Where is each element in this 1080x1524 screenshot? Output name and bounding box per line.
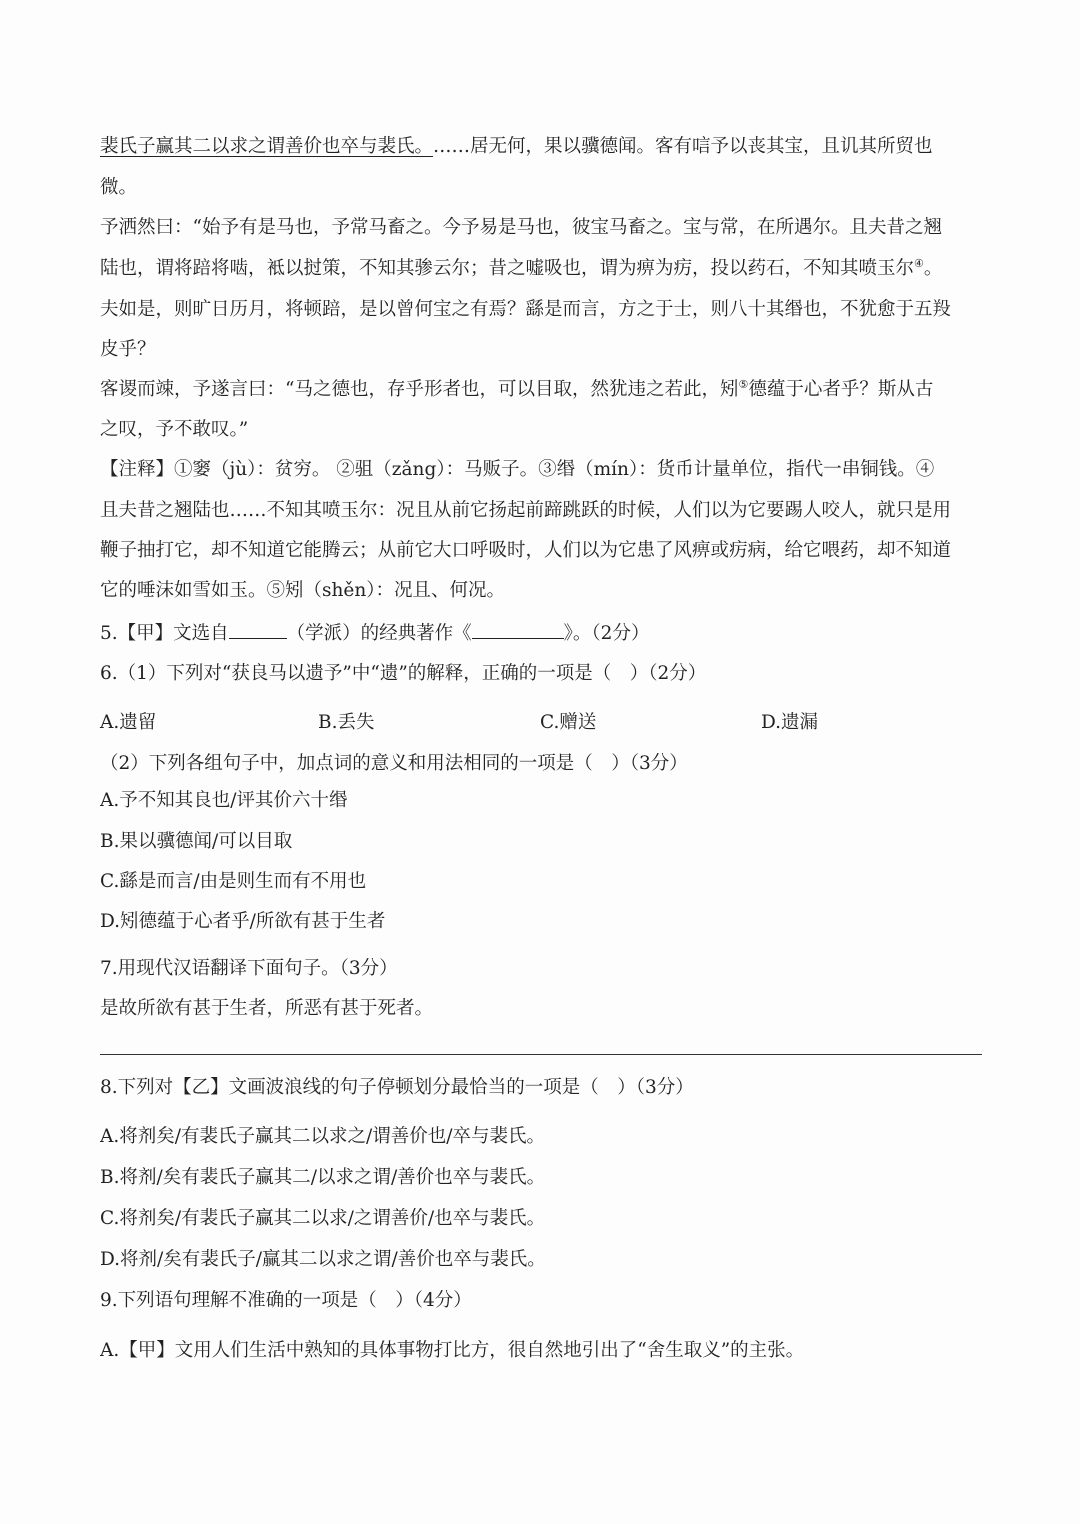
passage-line-2: 微。: [100, 177, 138, 198]
passage-line-8: 之叹，予不敢叹。”: [100, 419, 249, 440]
dotted-phrase: [451, 1077, 507, 1098]
passage-line-1: 裴氏子赢其二以求之谓善价也卒与裴氏。……居无何，果以骥德闻。客有唁予以丧其宝，且讥其所贸也: [100, 136, 933, 157]
q6-option-d[interactable]: D.遗漏: [761, 712, 819, 733]
dotted-char: 最: [451, 1075, 470, 1101]
q8-option-c[interactable]: C.将剂矣/有裴氏子赢其二以求/之谓善价/也卒与裴氏。: [100, 1208, 546, 1229]
question-8: 8.下列对【乙】文画波浪线的句子停顿划分最恰当的一项是（ ）（3分）: [100, 1075, 980, 1101]
dotted-word: 而: [156, 869, 175, 895]
question-7: 7.用现代汉语翻译下面句子。（3分）: [100, 958, 398, 979]
footnote-marker: ④: [914, 256, 924, 270]
passage-line-4: 陆也，谓将踣将啮，袛以挝策，不知其骖云尔；昔之嘘吸也，谓为痹为疠，投以药石，不知其喷玉尔④。: [100, 256, 943, 279]
notes-line-1: 【注释】①窭（jù）：贫穷。 ②驵（zǎng）：马贩子。③缗（mín）：货币计量单位，指代一串铜钱。④: [100, 459, 935, 480]
dotted-char: 准: [247, 1288, 266, 1314]
question-7-sentence: 是故所欲有甚于生者，所恶有甚于死者。: [100, 998, 434, 1019]
notes-line-2: 且夫昔之翘陆也……不知其喷玉尔：况且从前它扬起前蹄跳跃的时候，人们以为它要踢人咬人，就只是用: [100, 500, 952, 521]
dotted-char: 恰: [469, 1075, 488, 1101]
dotted-char: 当: [488, 1075, 507, 1101]
dotted-word: 遗: [305, 661, 324, 687]
q6-2-option-b[interactable]: B.果以骥德闻/可以目取: [100, 829, 980, 855]
dotted-char: 不: [229, 1288, 248, 1314]
passage-line-6: 皮乎？: [100, 339, 156, 360]
question-6-2: （2）下列各组句子中，加点词的意义和用法相同的一项是（ ）（3分）: [100, 753, 688, 774]
notes-line-4: 它的唾沫如雪如玉。⑤矧（shěn）：况且、何况。: [100, 580, 506, 601]
passage-line-7: 客谡而竦，予遂言曰：“马之德也，存乎形者也，可以目取，然犹违之若此，矧⑤德蕴于心者乎？斯从古: [100, 377, 934, 400]
q6-option-c[interactable]: C.赠送: [540, 712, 597, 733]
dotted-word: 其: [175, 788, 194, 814]
dotted-word: 以: [237, 829, 256, 855]
q6-2-option-d[interactable]: D.矧德蕴于心者乎/所欲有甚于生者: [100, 909, 980, 935]
dotted-word: 于: [330, 909, 349, 935]
school-answer-blank[interactable]: [229, 620, 287, 639]
q9-option-a[interactable]: A.【甲】文用人们生活中熟知的具体事物打比方，很自然地引出了“舍生取义”的主张。: [100, 1340, 805, 1361]
dotted-phrase: [229, 1290, 285, 1311]
footnote-marker: ⑤: [738, 377, 749, 391]
dotted-word: 而: [274, 869, 293, 895]
passage-line-5: 夫如是，则旷日历月，将顿踣，是以曾何宝之有焉？繇是而言，方之于士，则八十其缗也，不犹愈于五羖: [100, 299, 952, 320]
notes-line-3: 鞭子抽打它，却不知道它能腾云；从前它大口呼吸时，人们以为它患了风痹或疠病，给它喂药，却不知道: [100, 540, 952, 561]
passage-line-3: 予洒然曰：“始予有是马也，予常马畜之。今予易是马也，彼宝马畜之。宝与常，在所遇尔。且夫昔之翘: [100, 217, 942, 238]
q8-option-d[interactable]: D.将剂/矣有裴氏子/赢其二以求之谓/善价也卒与裴氏。: [100, 1249, 546, 1270]
dotted-word: 以: [138, 829, 157, 855]
dotted-char: 确: [266, 1288, 285, 1314]
q8-option-b[interactable]: B.将剂/矣有裴氏子赢其二/以求之谓/善价也卒与裴氏。: [100, 1167, 546, 1188]
question-6-1: 6.（1）下列对“获良马以遗予”中“遗”的解释，正确的一项是（ ）（2分）: [100, 661, 980, 687]
dotted-word: 于: [176, 909, 195, 935]
q6-option-b[interactable]: B.丢失: [318, 712, 375, 733]
q6-2-option-c[interactable]: C.繇是而言/由是则生而有不用也: [100, 869, 980, 895]
question-5: 5.【甲】文选自 （学派）的经典著作《 》。（2分）: [100, 620, 980, 647]
question-9: 9.下列语句理解不准确的一项是（ ）（4分）: [100, 1288, 980, 1314]
q6-2-option-a[interactable]: A.予不知其良也/评其价六十缗: [100, 788, 980, 814]
dotted-word: 其: [255, 788, 274, 814]
q8-option-a[interactable]: A.将剂矣/有裴氏子赢其二以求之/谓善价也/卒与裴氏。: [100, 1126, 545, 1147]
answer-line[interactable]: [100, 1054, 982, 1055]
wavy-underlined-sentence: 裴氏子赢其二以求之谓善价也卒与裴氏。: [100, 136, 434, 157]
q6-option-a[interactable]: A.遗留: [100, 712, 157, 733]
book-answer-blank[interactable]: [472, 620, 564, 639]
